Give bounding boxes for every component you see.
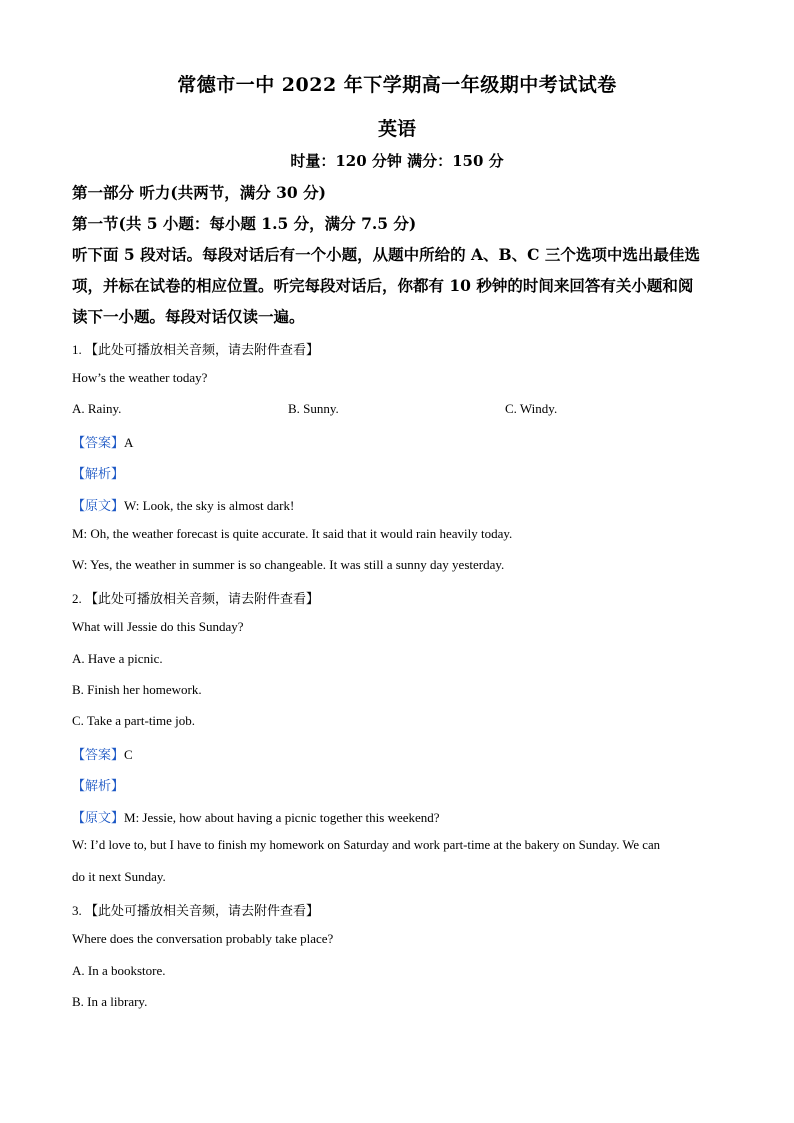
question-header — [72, 588, 319, 607]
audio-note: 【此处可播放相关音频，请去附件查看】 — [85, 343, 320, 358]
instruction-line: 项，并标在试卷的相应位置。听完每段对话后，你都有 10 秒钟的时间来回答有关小题和阅 — [72, 276, 694, 295]
option-c: C. Windy. — [505, 401, 558, 416]
question-number: 2. — [72, 591, 82, 606]
answer-line — [72, 744, 133, 763]
answer-label: 【答案】 — [72, 748, 125, 763]
instruction-line: 读下一小题。每段对话仅读一遍。 — [72, 307, 305, 326]
question-text: Where does the conversation probably take place? — [72, 931, 334, 946]
question-number: 1. — [72, 342, 82, 357]
analysis-line — [72, 775, 124, 794]
analysis-line — [72, 463, 124, 482]
transcript-line: W: Yes, the weather in summer is so changeable. It was still a sunny day yesterday. — [72, 557, 505, 572]
transcript-text: M: Jessie, how about having a picnic together this weekend? — [124, 810, 440, 825]
option-a: A. Rainy. — [72, 401, 122, 416]
transcript-line — [72, 495, 294, 514]
question-number: 3. — [72, 903, 82, 918]
option-b: B. In a library. — [72, 994, 148, 1009]
subject-title: 英语 — [377, 118, 416, 140]
question-header — [72, 339, 319, 358]
option-c: C. Take a part-time job. — [72, 713, 196, 728]
original-label: 【原文】 — [72, 499, 125, 514]
question-text: What will Jessie do this Sunday? — [72, 619, 244, 634]
option-a: A. Have a picnic. — [72, 651, 163, 666]
section-heading: 第一节(共 5 小题：每小题 1.5 分，满分 7.5 分) — [72, 214, 417, 233]
analysis-label: 【解析】 — [72, 467, 125, 482]
question-text: How’s the weather today? — [72, 370, 208, 385]
option-b: B. Sunny. — [288, 401, 339, 416]
option-b: B. Finish her homework. — [72, 682, 202, 697]
part-heading: 第一部分 听力(共两节，满分 30 分) — [72, 183, 326, 202]
exam-title: 常德市一中 2022 年下学期高一年级期中考试试卷 — [177, 74, 617, 96]
original-label: 【原文】 — [72, 811, 125, 826]
transcript-line — [72, 807, 440, 826]
answer-value: A — [124, 435, 134, 450]
question-header — [72, 900, 319, 919]
answer-line — [72, 432, 133, 451]
instruction-line: 听下面 5 段对话。每段对话后有一个小题，从题中所给的 A、B、C 三个选项中选出最佳选 — [72, 245, 700, 264]
transcript-line: M: Oh, the weather forecast is quite accurate. It said that it would rain heavily today. — [72, 526, 513, 541]
transcript-line: W: I’d love to, but I have to finish my homework on Saturday and work part-time at the bakery on Sunday. We can — [72, 838, 661, 852]
transcript-line: do it next Sunday. — [72, 869, 166, 884]
audio-note: 【此处可播放相关音频，请去附件查看】 — [85, 904, 320, 919]
option-a: A. In a bookstore. — [72, 963, 166, 978]
answer-label: 【答案】 — [72, 436, 125, 451]
answer-value: C — [124, 747, 133, 762]
audio-note: 【此处可播放相关音频，请去附件查看】 — [85, 592, 320, 607]
time-info: 时量：120 分钟 满分：150 分 — [290, 152, 504, 170]
analysis-label: 【解析】 — [72, 779, 125, 794]
transcript-text: W: Look, the sky is almost dark! — [124, 498, 295, 513]
